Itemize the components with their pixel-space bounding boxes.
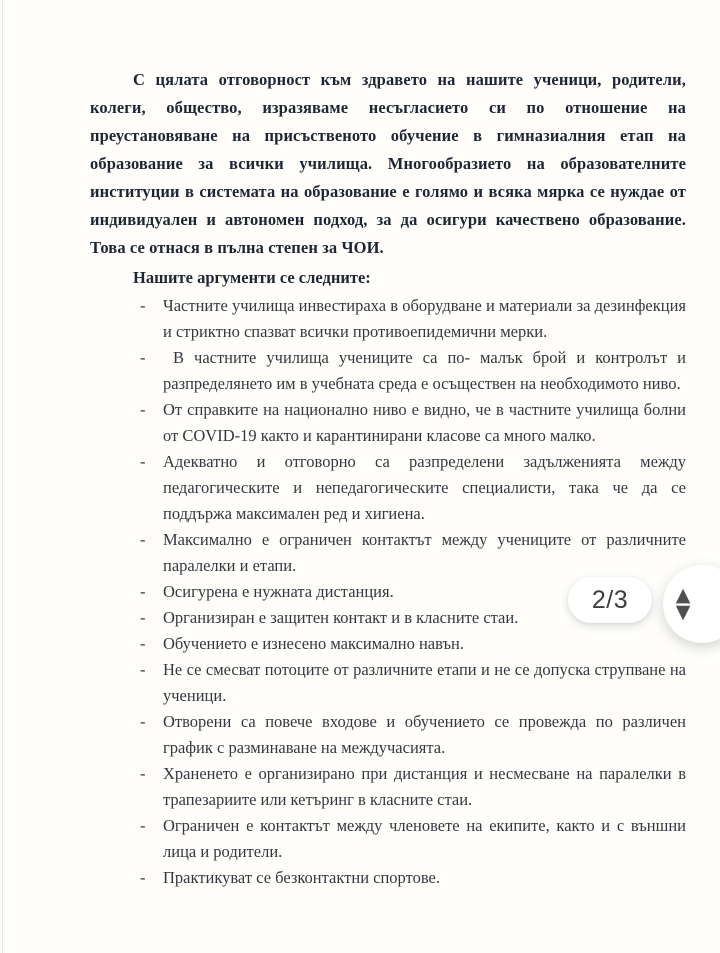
list-item-text: Не се смесват потоците от различните етапи и не се допуска струпване на ученици. xyxy=(163,660,686,705)
list-item xyxy=(90,657,686,709)
list-item-text: В частните училища учениците са по- малък брой и контролът и разпределянето им в учебната среда е осъществен на необходимото ниво. xyxy=(163,348,686,393)
list-item-text: Обучението е изнесено максимално навън. xyxy=(163,634,464,653)
document-content xyxy=(90,66,686,891)
bullet-marker: - xyxy=(140,660,146,679)
list-item-text: Ограничен е контактът между членовете на екипите, както и с външни лица и родители. xyxy=(163,816,686,861)
list-item xyxy=(90,397,686,449)
list-item-text: Отворени са повече входове и обучението се провежда по различен график с разминаване на междучасията. xyxy=(163,712,686,757)
bullet-marker: - xyxy=(140,712,146,731)
bullet-marker: - xyxy=(140,400,146,419)
list-item xyxy=(90,709,686,761)
list-item-text: Практикуват се безконтактни спортове. xyxy=(163,868,440,887)
bullet-marker: - xyxy=(140,452,146,471)
scroll-up-icon[interactable]: ▲ xyxy=(675,584,691,606)
list-item-text: Частните училища инвестираха в оборудване и материали за дезинфекция и стриктно спазват всички противоепидемични мерки. xyxy=(163,296,686,341)
bullet-marker: - xyxy=(140,868,146,887)
page-indicator xyxy=(568,577,652,623)
list-item-text: Организиран е защитен контакт и в класните стаи. xyxy=(163,608,519,627)
intro-paragraph: С цялата отговорност към здравето на нашите ученици, родители, колеги, общество, изразяваме несъгласието си по отношение на преустановяване на присъственото обучение в гимназиалния етап на образование за всички училища. Многообразието на образователните институции в системата на образование е голямо и всяка мярка се нуждае от индивидуален и автономен подход, за да осигури качествено образование. Това се отнася в пълна степен за ЧОИ. xyxy=(90,70,686,257)
list-item xyxy=(90,761,686,813)
list-item xyxy=(90,293,686,345)
bullet-marker: - xyxy=(140,348,146,367)
bullet-marker: - xyxy=(140,530,146,549)
list-item-text: От справките на национално ниво е видно, че в частните училища болни от COVID-19 както и карантинирани класове са много малко. xyxy=(163,400,686,445)
arguments-heading: Нашите аргументи се следните: xyxy=(133,268,371,287)
page-edge-line xyxy=(2,0,3,953)
bullet-marker: - xyxy=(140,582,146,601)
list-item-text: Храненето е организирано при дистанция и несмесване на паралелки в трапезариите или кетъринг в класните стаи. xyxy=(163,764,686,809)
list-item xyxy=(90,813,686,865)
list-item xyxy=(90,865,686,891)
scroll-down-icon[interactable]: ▼ xyxy=(675,601,691,623)
bullet-marker: - xyxy=(140,634,146,653)
page-indicator-label: 2/3 xyxy=(591,585,629,614)
list-item xyxy=(90,631,686,657)
list-item-text: Максимално е ограничен контактът между учениците от различните паралелки и етапи. xyxy=(163,530,686,575)
list-item-text: Осигурена е нужната дистанция. xyxy=(163,582,394,601)
list-item xyxy=(90,345,686,397)
list-item xyxy=(90,449,686,527)
bullet-marker: - xyxy=(140,764,146,783)
bullet-marker: - xyxy=(140,608,146,627)
bullet-marker: - xyxy=(140,296,146,315)
list-item xyxy=(90,527,686,579)
bullet-marker: - xyxy=(140,816,146,835)
list-item-text: Адекватно и отговорно са разпределени задълженията между педагогическите и непедагогическите специалисти, така че да се поддържа максимален ред и хигиена. xyxy=(163,452,686,523)
